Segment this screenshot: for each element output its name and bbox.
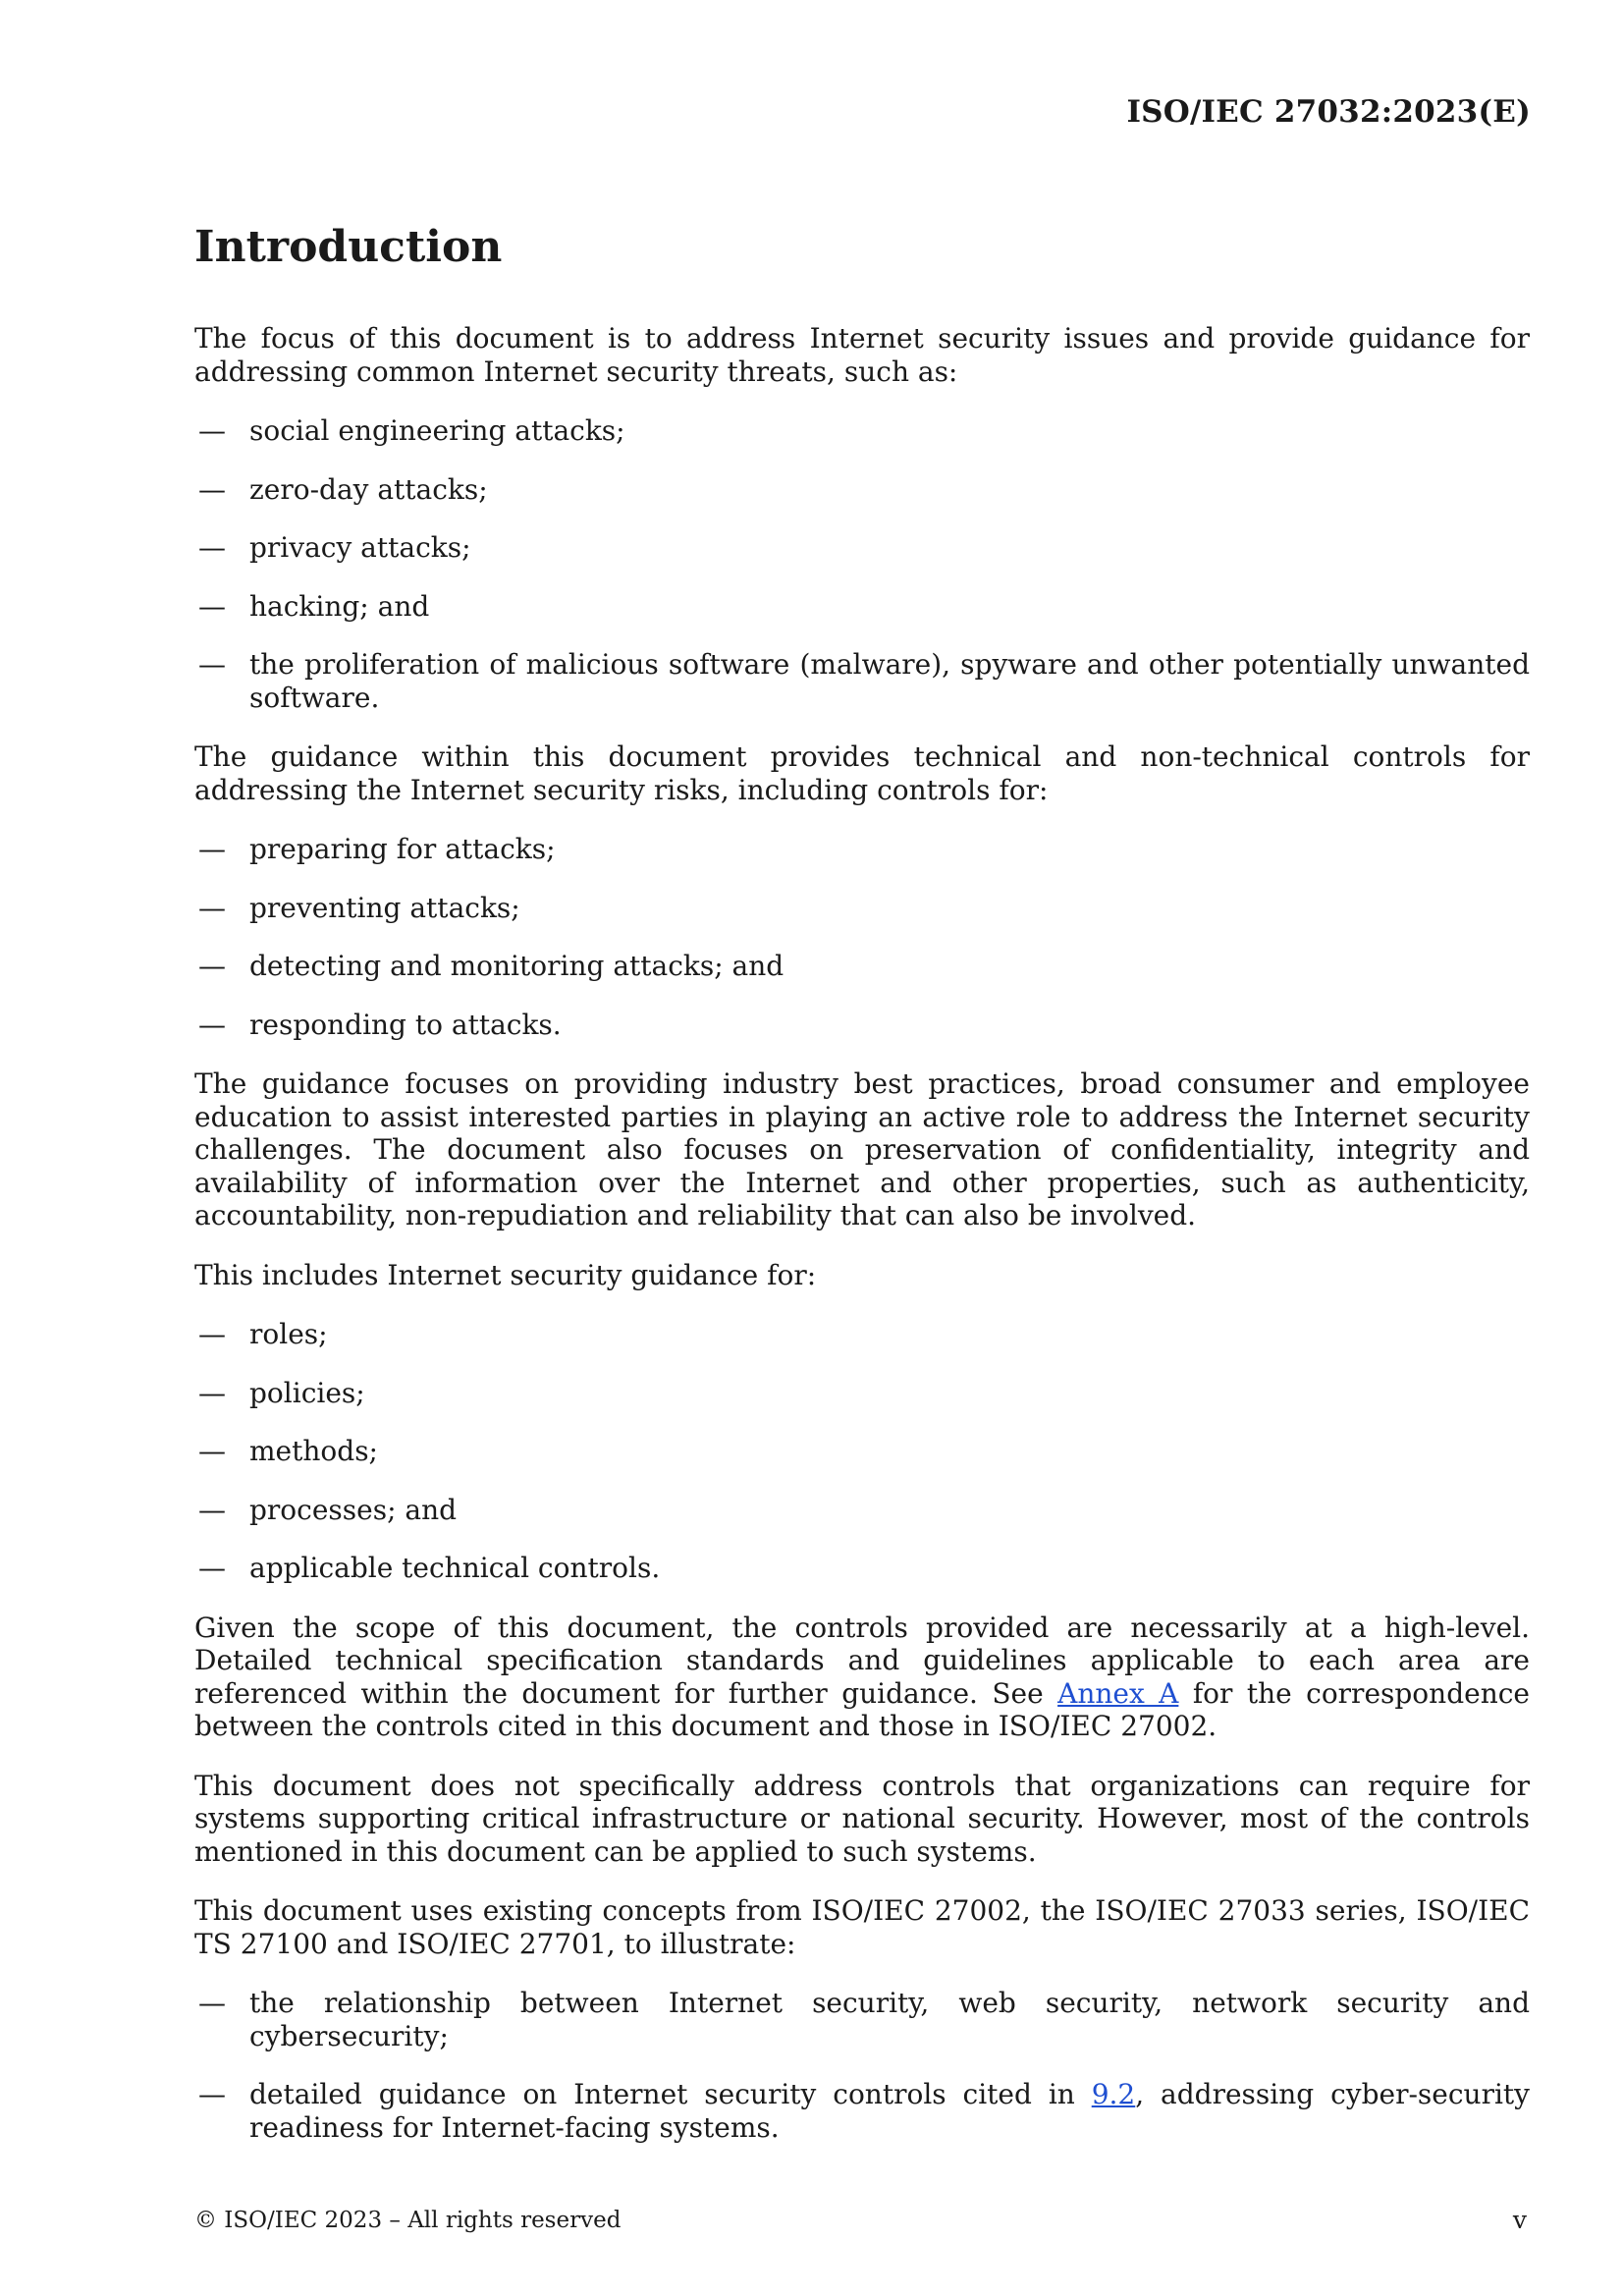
document-body [194, 322, 1530, 2170]
paragraph-best-practices: The guidance focuses on providing industry best practices, broad consumer and employee education to assist interested parties in playing an active role to address the Internet security challenges. The document also focuses on preservation of confidentiality, integrity and availability of information over the Internet and other properties, such as authenticity, accountability, non-repudiation and reliability that can also be involved. [194, 1067, 1530, 1231]
list-item: — the relationship between Internet security, web security, network security and cybersecurity; [198, 1987, 1530, 2052]
paragraph-guidance-controls: The guidance within this document provides technical and non-technical controls for addressing the Internet security risks, including controls for: [194, 740, 1530, 806]
paragraph-focus: The focus of this document is to address Internet security issues and provide guidance for addressing common Internet security threats, such as: [194, 322, 1530, 388]
guidance-list [194, 1318, 1530, 1585]
list-item: — the proliferation of malicious software (malware), spyware and other potentially unwanted software. [198, 648, 1530, 714]
list-item: — responding to attacks. [198, 1008, 562, 1041]
dash-bullet: — [198, 950, 226, 982]
dash-bullet: — [198, 833, 226, 865]
illustrate-list [194, 1987, 1530, 2144]
controls-list [194, 833, 1530, 1041]
clause-9-2-link[interactable]: 9.2 [1091, 2078, 1136, 2110]
threats-list [194, 414, 1530, 714]
copyright-notice: © ISO/IEC 2023 – All rights reserved [194, 2208, 622, 2233]
paragraph-scope: Given the scope of this document, the controls provided are necessarily at a high-level. Detailed technical specification standards and guidelines applicable to each area are referenced within the document for further guidance. See Annex A for the correspondence between the controls cited in this document and those in ISO/IEC 27002. [194, 1611, 1530, 1742]
dash-bullet: — [198, 1008, 226, 1041]
page-title: Introduction [194, 222, 503, 272]
list-item: — social engineering attacks; [198, 414, 625, 447]
list-item: — zero-day attacks; [198, 472, 488, 506]
paragraph-critical-infrastructure: This document does not specifically address controls that organizations can require for systems supporting critical infrastructure or national security. However, most of the controls mentioned in this document can be applied to such systems. [194, 1769, 1530, 1868]
list-item: — applicable technical controls. [198, 1552, 661, 1584]
list-item: — preventing attacks; [198, 891, 520, 924]
annex-a-link[interactable]: Annex A [1057, 1676, 1179, 1710]
dash-bullet: — [198, 891, 226, 924]
paragraph-includes: This includes Internet security guidance for: [194, 1258, 817, 1291]
list-item: — detecting and monitoring attacks; and [198, 950, 784, 982]
dash-bullet: — [198, 648, 226, 681]
list-item: — policies; [198, 1376, 365, 1409]
dash-bullet: — [198, 2078, 226, 2110]
dash-bullet: — [198, 472, 226, 506]
list-item: — preparing for attacks; [198, 833, 556, 865]
list-item: — privacy attacks; [198, 531, 471, 564]
dash-bullet: — [198, 1318, 226, 1350]
dash-bullet: — [198, 1987, 226, 2019]
list-item: — methods; [198, 1435, 378, 1467]
list-item: — roles; [198, 1318, 328, 1350]
document-reference: ISO/IEC 27032:2023(E) [1126, 94, 1531, 130]
dash-bullet: — [198, 1435, 226, 1467]
dash-bullet: — [198, 1376, 226, 1409]
list-item: — processes; and [198, 1493, 458, 1526]
list-item: — detailed guidance on Internet security controls cited in 9.2, addressing cyber-security readiness for Internet-facing systems. [198, 2078, 1530, 2144]
dash-bullet: — [198, 531, 226, 564]
dash-bullet: — [198, 414, 226, 447]
paragraph-concepts: This document uses existing concepts from ISO/IEC 27002, the ISO/IEC 27033 series, ISO/IEC TS 27100 and ISO/IEC 27701, to illustrate: [194, 1894, 1530, 1960]
dash-bullet: — [198, 1493, 226, 1526]
list-item: — hacking; and [198, 589, 430, 623]
dash-bullet: — [198, 589, 226, 623]
dash-bullet: — [198, 1552, 226, 1584]
page-number: v [1512, 2206, 1527, 2234]
